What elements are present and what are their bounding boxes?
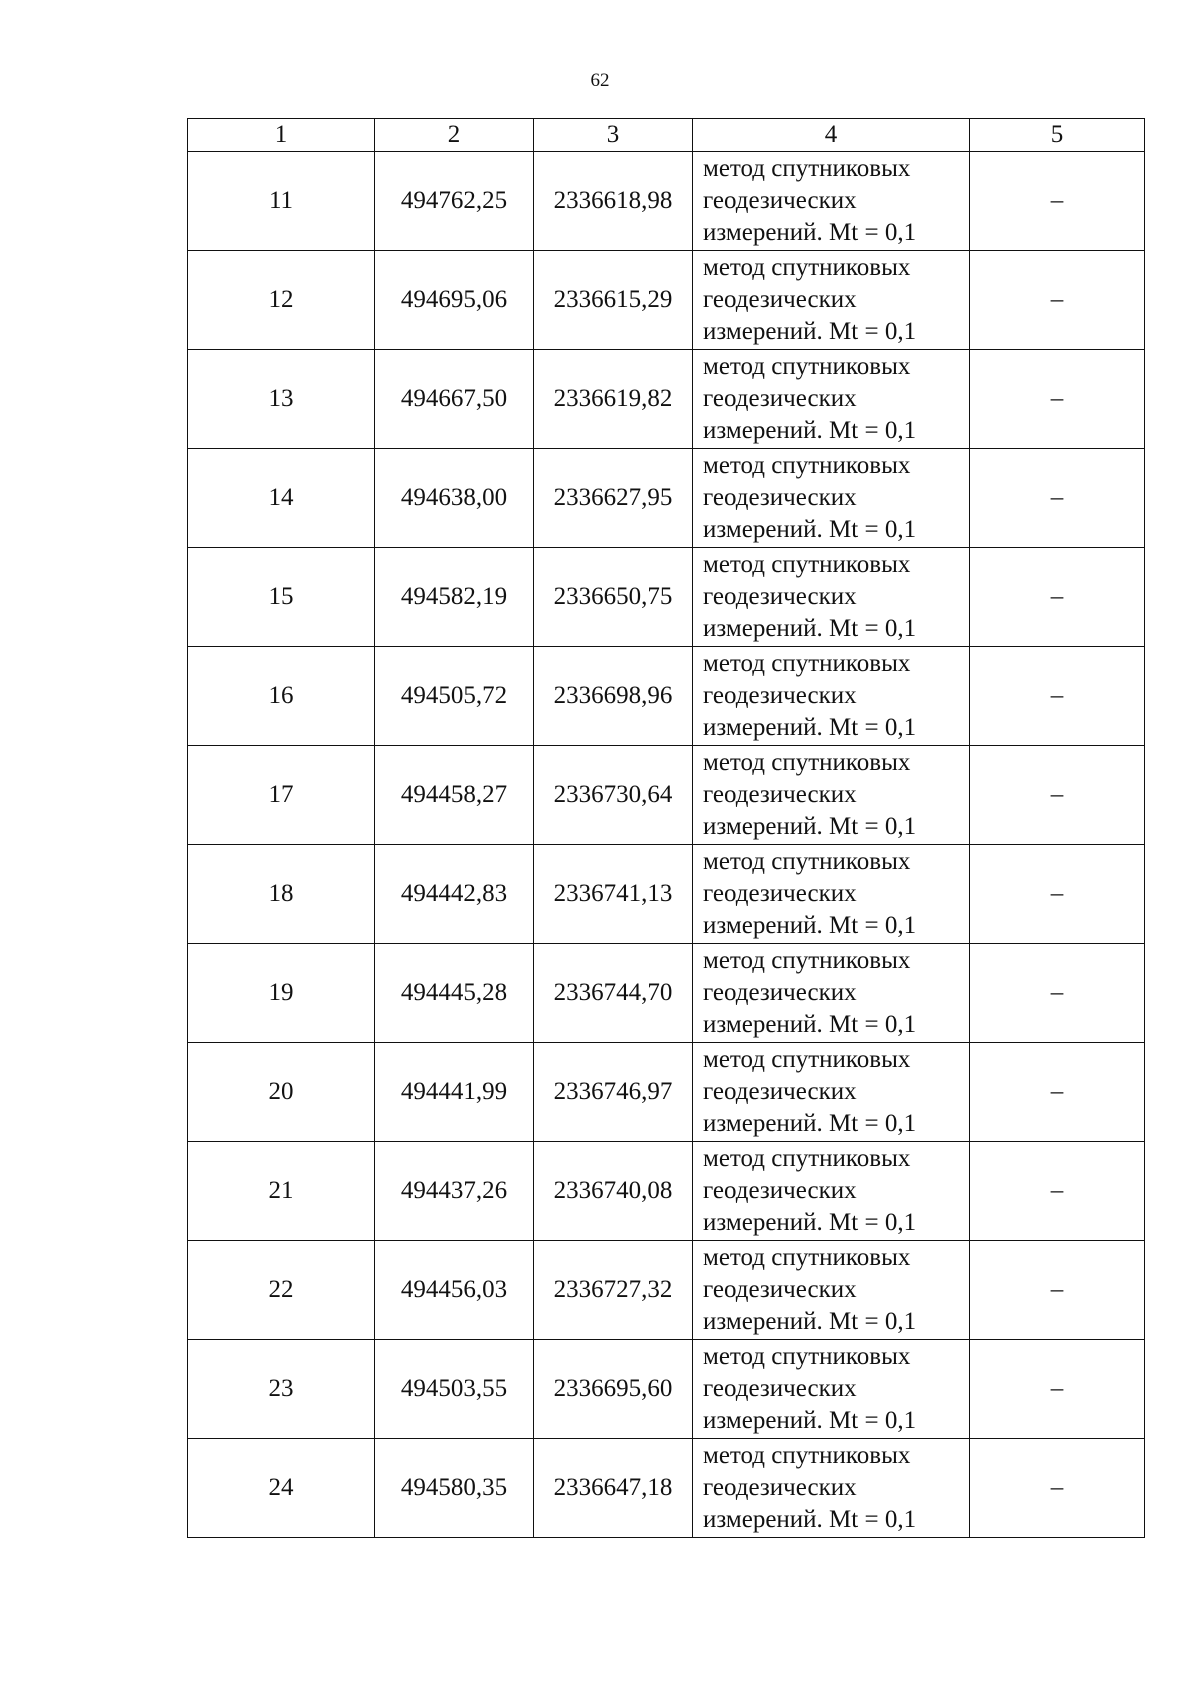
table-row bbox=[188, 1241, 1145, 1340]
note-cell: – bbox=[970, 548, 1145, 647]
method-line-3: измерений. Mt = 0,1 bbox=[703, 912, 917, 939]
method-line-2: геодезических bbox=[703, 1474, 857, 1501]
x-coordinate-cell: 494503,55 bbox=[375, 1340, 534, 1439]
x-coordinate-cell: 494762,25 bbox=[375, 152, 534, 251]
x-coordinate-cell: 494445,28 bbox=[375, 944, 534, 1043]
y-coordinate-cell: 2336627,95 bbox=[534, 449, 693, 548]
point-number-cell: 20 bbox=[188, 1043, 375, 1142]
table-row bbox=[188, 251, 1145, 350]
table-row bbox=[188, 350, 1145, 449]
method-line-2: геодезических bbox=[703, 187, 857, 214]
method-line-2: геодезических bbox=[703, 1375, 857, 1402]
header-col-2: 2 bbox=[375, 119, 534, 152]
method-line-1: метод спутниковых bbox=[703, 848, 911, 875]
table-row bbox=[188, 152, 1145, 251]
method-line-1: метод спутниковых bbox=[703, 254, 911, 281]
method-line-1: метод спутниковых bbox=[703, 1145, 911, 1172]
y-coordinate-cell: 2336744,70 bbox=[534, 944, 693, 1043]
y-coordinate-cell: 2336698,96 bbox=[534, 647, 693, 746]
x-coordinate-cell: 494437,26 bbox=[375, 1142, 534, 1241]
y-coordinate-cell: 2336746,97 bbox=[534, 1043, 693, 1142]
method-line-3: измерений. Mt = 0,1 bbox=[703, 1506, 917, 1533]
table-row bbox=[188, 1439, 1145, 1538]
point-number-cell: 14 bbox=[188, 449, 375, 548]
y-coordinate-cell: 2336727,32 bbox=[534, 1241, 693, 1340]
x-coordinate-cell: 494580,35 bbox=[375, 1439, 534, 1538]
note-cell: – bbox=[970, 152, 1145, 251]
header-col-3: 3 bbox=[534, 119, 693, 152]
y-coordinate-cell: 2336619,82 bbox=[534, 350, 693, 449]
method-line-2: геодезических bbox=[703, 682, 857, 709]
note-cell: – bbox=[970, 449, 1145, 548]
point-number-cell: 19 bbox=[188, 944, 375, 1043]
y-coordinate-cell: 2336730,64 bbox=[534, 746, 693, 845]
point-number-cell: 16 bbox=[188, 647, 375, 746]
method-line-3: измерений. Mt = 0,1 bbox=[703, 1110, 917, 1137]
method-line-3: измерений. Mt = 0,1 bbox=[703, 417, 917, 444]
header-row bbox=[188, 119, 1145, 152]
note-cell: – bbox=[970, 944, 1145, 1043]
point-number-cell: 17 bbox=[188, 746, 375, 845]
note-cell: – bbox=[970, 1043, 1145, 1142]
method-line-2: геодезических bbox=[703, 880, 857, 907]
table-row bbox=[188, 548, 1145, 647]
point-number-cell: 11 bbox=[188, 152, 375, 251]
header-col-4: 4 bbox=[693, 119, 970, 152]
table-row bbox=[188, 449, 1145, 548]
point-number-cell: 23 bbox=[188, 1340, 375, 1439]
method-line-1: метод спутниковых bbox=[703, 353, 911, 380]
table-row bbox=[188, 1142, 1145, 1241]
method-line-3: измерений. Mt = 0,1 bbox=[703, 615, 917, 642]
method-cell bbox=[693, 944, 970, 1043]
method-cell bbox=[693, 1340, 970, 1439]
note-cell: – bbox=[970, 647, 1145, 746]
method-line-1: метод спутниковых bbox=[703, 650, 911, 677]
method-line-1: метод спутниковых bbox=[703, 1244, 911, 1271]
table-row bbox=[188, 845, 1145, 944]
method-line-3: измерений. Mt = 0,1 bbox=[703, 1209, 917, 1236]
y-coordinate-cell: 2336740,08 bbox=[534, 1142, 693, 1241]
note-cell: – bbox=[970, 1340, 1145, 1439]
y-coordinate-cell: 2336618,98 bbox=[534, 152, 693, 251]
note-cell: – bbox=[970, 1241, 1145, 1340]
method-line-3: измерений. Mt = 0,1 bbox=[703, 714, 917, 741]
method-cell bbox=[693, 746, 970, 845]
x-coordinate-cell: 494458,27 bbox=[375, 746, 534, 845]
table-row bbox=[188, 647, 1145, 746]
method-line-1: метод спутниковых bbox=[703, 1343, 911, 1370]
method-line-2: геодезических bbox=[703, 1177, 857, 1204]
x-coordinate-cell: 494441,99 bbox=[375, 1043, 534, 1142]
coordinates-table bbox=[187, 118, 1145, 1538]
method-cell bbox=[693, 647, 970, 746]
note-cell: – bbox=[970, 350, 1145, 449]
x-coordinate-cell: 494456,03 bbox=[375, 1241, 534, 1340]
point-number-cell: 13 bbox=[188, 350, 375, 449]
y-coordinate-cell: 2336741,13 bbox=[534, 845, 693, 944]
method-line-2: геодезических bbox=[703, 484, 857, 511]
method-line-2: геодезических bbox=[703, 1078, 857, 1105]
method-line-2: геодезических bbox=[703, 979, 857, 1006]
table-row bbox=[188, 1340, 1145, 1439]
method-line-1: метод спутниковых bbox=[703, 551, 911, 578]
note-cell: – bbox=[970, 251, 1145, 350]
method-line-3: измерений. Mt = 0,1 bbox=[703, 318, 917, 345]
method-line-3: измерений. Mt = 0,1 bbox=[703, 1308, 917, 1335]
method-line-2: геодезических bbox=[703, 1276, 857, 1303]
x-coordinate-cell: 494638,00 bbox=[375, 449, 534, 548]
x-coordinate-cell: 494505,72 bbox=[375, 647, 534, 746]
method-line-1: метод спутниковых bbox=[703, 1442, 911, 1469]
method-line-2: геодезических bbox=[703, 583, 857, 610]
method-line-1: метод спутниковых bbox=[703, 749, 911, 776]
method-line-3: измерений. Mt = 0,1 bbox=[703, 1011, 917, 1038]
method-cell bbox=[693, 548, 970, 647]
note-cell: – bbox=[970, 845, 1145, 944]
point-number-cell: 15 bbox=[188, 548, 375, 647]
method-cell bbox=[693, 350, 970, 449]
method-line-3: измерений. Mt = 0,1 bbox=[703, 516, 917, 543]
table-row bbox=[188, 746, 1145, 845]
method-cell bbox=[693, 845, 970, 944]
method-line-3: измерений. Mt = 0,1 bbox=[703, 219, 917, 246]
x-coordinate-cell: 494582,19 bbox=[375, 548, 534, 647]
method-line-2: геодезических bbox=[703, 286, 857, 313]
y-coordinate-cell: 2336650,75 bbox=[534, 548, 693, 647]
x-coordinate-cell: 494442,83 bbox=[375, 845, 534, 944]
header-col-1: 1 bbox=[188, 119, 375, 152]
method-cell bbox=[693, 449, 970, 548]
method-line-1: метод спутниковых bbox=[703, 947, 911, 974]
y-coordinate-cell: 2336615,29 bbox=[534, 251, 693, 350]
table-row bbox=[188, 1043, 1145, 1142]
method-line-2: геодезических bbox=[703, 781, 857, 808]
note-cell: – bbox=[970, 1439, 1145, 1538]
note-cell: – bbox=[970, 746, 1145, 845]
y-coordinate-cell: 2336695,60 bbox=[534, 1340, 693, 1439]
point-number-cell: 21 bbox=[188, 1142, 375, 1241]
x-coordinate-cell: 494667,50 bbox=[375, 350, 534, 449]
table-header bbox=[188, 119, 1145, 152]
x-coordinate-cell: 494695,06 bbox=[375, 251, 534, 350]
method-line-1: метод спутниковых bbox=[703, 155, 911, 182]
point-number-cell: 18 bbox=[188, 845, 375, 944]
table-body bbox=[188, 152, 1145, 1538]
point-number-cell: 12 bbox=[188, 251, 375, 350]
method-line-3: измерений. Mt = 0,1 bbox=[703, 1407, 917, 1434]
method-cell bbox=[693, 1043, 970, 1142]
method-cell bbox=[693, 152, 970, 251]
note-cell: – bbox=[970, 1142, 1145, 1241]
method-line-1: метод спутниковых bbox=[703, 452, 911, 479]
header-col-5: 5 bbox=[970, 119, 1145, 152]
method-cell bbox=[693, 1241, 970, 1340]
method-cell bbox=[693, 1142, 970, 1241]
method-cell bbox=[693, 1439, 970, 1538]
method-cell bbox=[693, 251, 970, 350]
method-line-3: измерений. Mt = 0,1 bbox=[703, 813, 917, 840]
point-number-cell: 22 bbox=[188, 1241, 375, 1340]
page-number: 62 bbox=[590, 70, 610, 91]
method-line-2: геодезических bbox=[703, 385, 857, 412]
y-coordinate-cell: 2336647,18 bbox=[534, 1439, 693, 1538]
table-row bbox=[188, 944, 1145, 1043]
point-number-cell: 24 bbox=[188, 1439, 375, 1538]
method-line-1: метод спутниковых bbox=[703, 1046, 911, 1073]
